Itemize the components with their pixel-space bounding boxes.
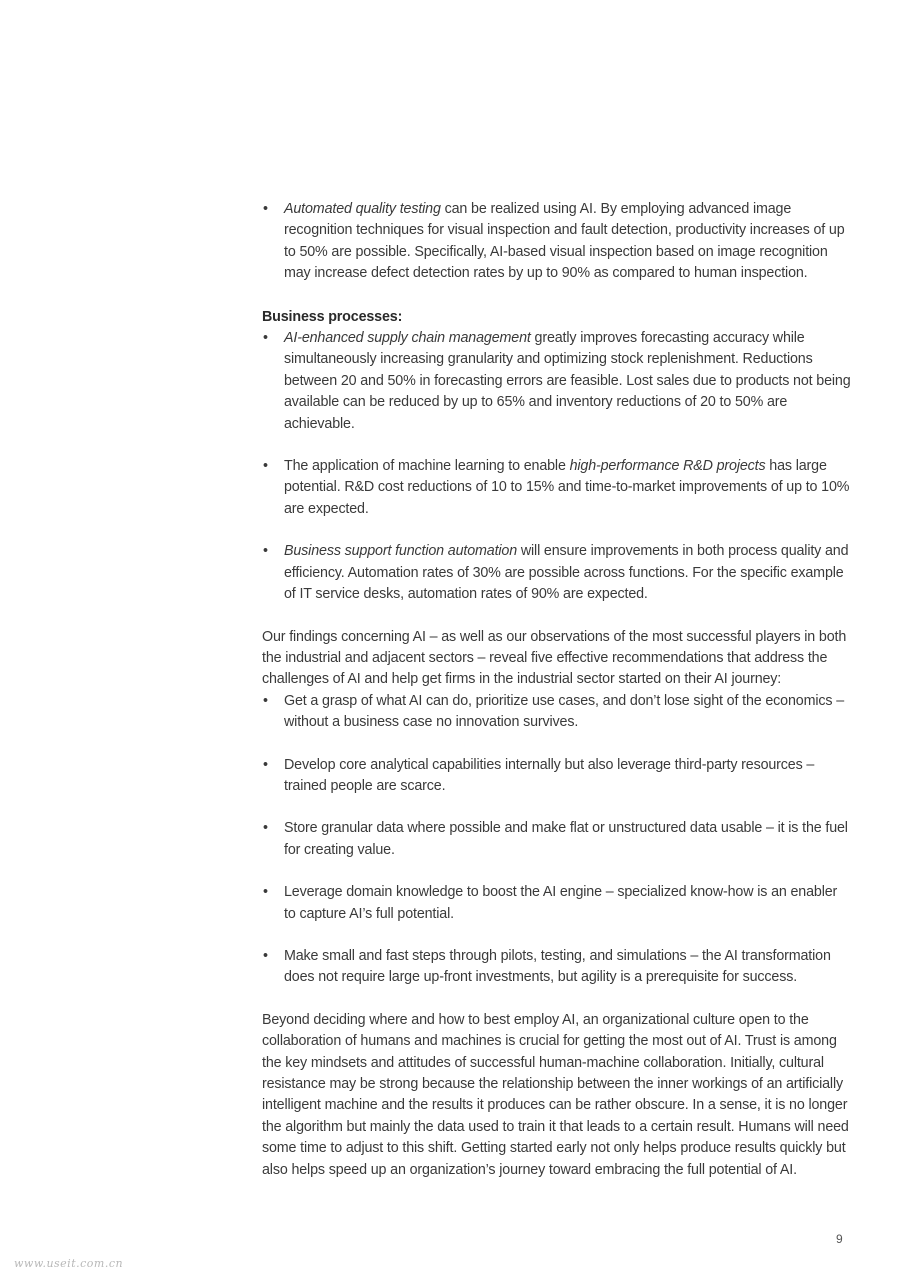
list-item: • Develop core analytical capabilities internally but also leverage third-party resources – trained people are scarce. <box>262 755 852 798</box>
bullet-italic-term: high-performance R&D projects <box>569 458 766 475</box>
bullet-text: The application of machine learning to enable <box>284 458 570 475</box>
list-item <box>262 199 852 285</box>
page-body <box>262 199 852 1181</box>
intro-bullet-list <box>262 199 852 285</box>
closing-paragraph: Beyond deciding where and how to best employ AI, an organizational culture open to the collaboration of humans and machines is crucial for getting the most out of AI. Trust is among the key mindsets and attitudes of successful human-machine collaboration. Initially, cultural resistance may be strong because the relationship between the inner workings of an artificially intelligent machine and the results it produces can be rather obscure. In a sense, it is no longer the algorithm but mainly the data used to train it that leads to a certain result. Humans will need some time to adjust to this shift. Getting started early not only helps produce results quickly but also helps speed up an organization’s journey toward embracing the full potential of AI. <box>262 1011 849 1178</box>
recommendations-list <box>262 691 852 989</box>
list-item <box>262 541 852 605</box>
bullet-italic-term: Business support function automation <box>284 543 518 560</box>
list-item: • Store granular data where possible and make flat or unstructured data usable – it is the fuel for creating value. <box>262 818 852 861</box>
bullet-text: will ensure improvements in both process quality and efficiency. Automation rates of 30% are possible across functions. For the specific example of IT service desks, automation rates of 90% are expected. <box>284 543 849 603</box>
list-item: • Make small and fast steps through pilots, testing, and simulations – the AI transformation does not require large up-front investments, but agility is a prerequisite for success. <box>262 946 852 989</box>
findings-paragraph: Our findings concerning AI – as well as our observations of the most successful players in both the industrial and adjacent sectors – reveal five effective recommendations that address the challenges of AI and help get firms in the industrial sector started on their AI journey: <box>262 628 847 688</box>
bullet-italic-term: AI-enhanced supply chain management <box>284 330 531 347</box>
list-item: • Leverage domain knowledge to boost the AI engine – specialized know-how is an enabler to capture AI’s full potential. <box>262 882 852 925</box>
bullet-text: greatly improves forecasting accuracy while simultaneously increasing granularity and optimizing stock replenishment. Reductions between 20 and 50% in forecasting errors are feasible. Lost sales due to products not being available can be reduced by up to 65% and inventory reductions of 20 to 50% are achievable. <box>284 330 851 432</box>
page-number: 9 <box>836 1232 843 1246</box>
list-item: • Get a grasp of what AI can do, prioritize use cases, and don’t lose sight of the economics – without a business case no innovation survives. <box>262 691 852 734</box>
bullet-text: can be realized using AI. By employing advanced image recognition techniques for visual inspection and fault detection, productivity increases of up to 50% are possible. Specifically, AI-based visual inspection based on image recognition may increase defect detection rates by up to 90% as compared to human inspection. <box>284 201 845 282</box>
bullet-text: has large potential. R&D cost reductions of 10 to 15% and time-to-market improvements of up to 10% are expected. <box>284 458 850 517</box>
list-item <box>262 328 852 435</box>
list-item <box>262 456 852 520</box>
bullet-italic-term: Automated quality testing <box>284 201 441 217</box>
watermark: www.useit.com.cn <box>14 1257 124 1270</box>
business-processes-heading: Business processes: <box>262 308 403 325</box>
business-processes-list <box>262 328 852 605</box>
